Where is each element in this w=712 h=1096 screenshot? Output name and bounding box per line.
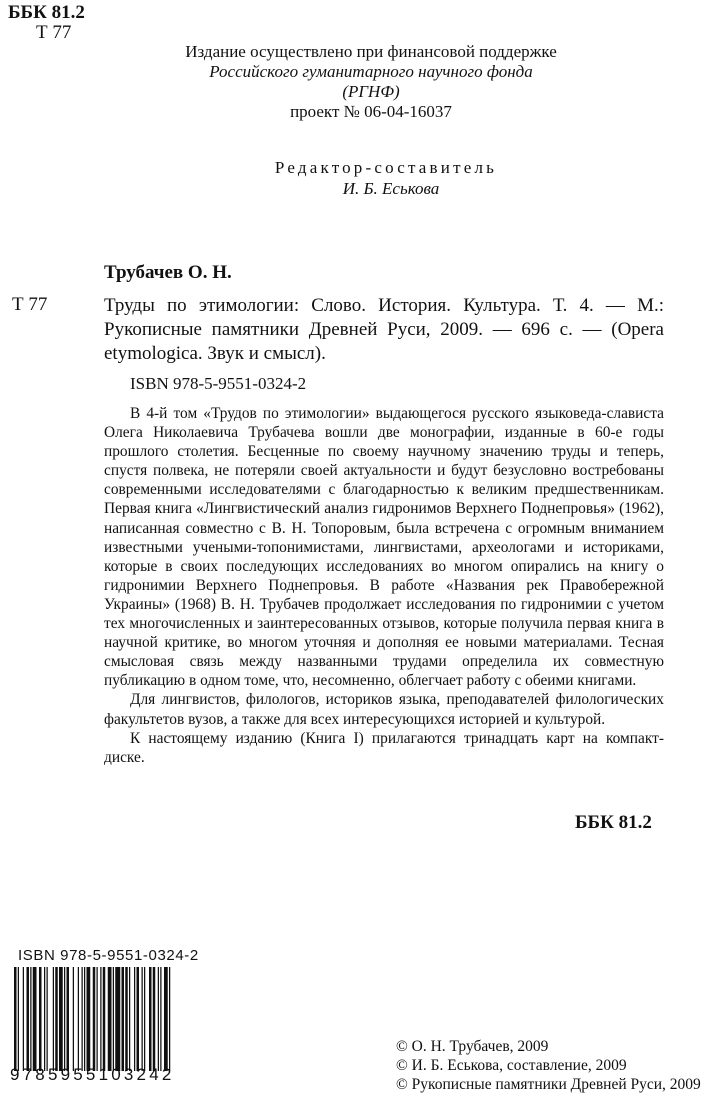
barcode-bar <box>59 967 63 1071</box>
barcode-bar <box>125 967 128 1071</box>
funding-line-4: проект № 06-04-16037 <box>290 102 452 121</box>
isbn-barcode <box>10 947 210 1087</box>
barcode-bar <box>33 967 37 1071</box>
funding-note <box>0 42 712 122</box>
barcode-bar <box>78 967 79 1071</box>
copyright-block <box>396 1037 701 1094</box>
bibliographic-description: Труды по этимологии: Слово. История. Культура. Т. 4. — М.: Рукописные памятники Древней Руси, 2009. — 696 с. — (Opera etymologica. Звук и смысл). <box>104 295 664 364</box>
barcode-bar <box>53 967 54 1071</box>
barcode-bar <box>14 967 17 1071</box>
funding-line-1: Издание осуществлено при финансовой поддержке <box>185 42 557 61</box>
author-mark-left: Т 77 <box>12 294 48 315</box>
barcode-bar <box>158 967 159 1071</box>
barcode-bar <box>153 967 156 1071</box>
annotation-paragraph-2: Для лингвистов, филологов, историков языка, преподавателей филологических факультетов вузов, а также для всех интересующихся историей и культурой. <box>104 691 664 728</box>
annotation-paragraph-3: К настоящему изданию (Книга I) прилагаются тринадцать карт на компакт-диске. <box>104 729 664 766</box>
barcode-bars <box>10 967 210 1073</box>
barcode-bar <box>30 967 31 1071</box>
barcode-bar <box>115 967 120 1071</box>
barcode-bar <box>67 967 70 1071</box>
barcode-digits: 9785955103242 <box>10 1065 175 1084</box>
barcode-bar <box>169 967 170 1071</box>
isbn-line: ISBN 978-5-9551-0324-2 <box>130 374 307 393</box>
barcode-bar <box>134 967 135 1071</box>
barcode-bar <box>142 967 143 1071</box>
barcode-bar <box>122 967 125 1071</box>
editor-block <box>0 157 712 199</box>
barcode-bar <box>103 967 106 1071</box>
barcode-bar <box>97 967 98 1071</box>
author-mark-top: Т 77 <box>36 22 72 43</box>
copyright-line-2: © И. Б. Еськова, составление, 2009 <box>396 1057 627 1074</box>
barcode-bar <box>160 967 161 1071</box>
barcode-bar <box>137 967 140 1071</box>
barcode-bar <box>100 967 101 1071</box>
barcode-isbn-label: ISBN 978-5-9551-0324-2 <box>18 947 199 964</box>
bbk-code-top: ББК 81.2 <box>8 2 85 23</box>
barcode-bar <box>73 967 74 1071</box>
barcode-bar <box>27 967 30 1071</box>
barcode-bar <box>164 967 168 1071</box>
author-heading: Трубачев О. Н. <box>104 262 232 283</box>
funding-line-3: (РГНФ) <box>342 82 400 101</box>
barcode-bar <box>55 967 58 1071</box>
bbk-code-bottom: ББК 81.2 <box>575 812 652 833</box>
barcode-bar <box>47 967 48 1071</box>
barcode-bar <box>144 967 145 1071</box>
barcode-bar <box>149 967 152 1071</box>
barcode-bar <box>23 967 24 1071</box>
barcode-bar <box>18 967 19 1071</box>
barcode-bar <box>129 967 130 1071</box>
editor-role: Редактор-составитель <box>274 158 498 177</box>
barcode-bar <box>84 967 85 1071</box>
barcode-bar <box>113 967 114 1071</box>
funding-line-2: Российского гуманитарного научного фонда <box>209 62 533 81</box>
barcode-bar <box>87 967 91 1071</box>
copyright-line-1: © О. Н. Трубачев, 2009 <box>396 1038 549 1055</box>
copyright-line-3: © Рукописные памятники Древней Руси, 2009 <box>396 1076 701 1093</box>
barcode-bar <box>39 967 42 1071</box>
barcode-bar <box>93 967 96 1071</box>
barcode-bar <box>64 967 65 1071</box>
editor-name: И. Б. Еськова <box>342 179 440 198</box>
annotation-paragraph-1: В 4-й том «Трудов по этимологии» выдающегося русского языковеда-слависта Олега Николаевича Трубачева вошли две монографии, изданные в 60-е годы прошлого столетия. Бесценные по своему научному значению труды и теперь, спустя полвека, не потеряли своей актуальности и будут безусловно востребованы современными исследователями с благодарностью к великим предшественникам. Первая книга «Лингвистический анализ гидронимов Верхнего Поднепровья» (1962), написанная совместно с В. Н. Топоровым, была встречена с огромным вниманием известными учеными-топонимистами, лингвистами, археологами и историками, которые в своих последующих исследованиях во многом опирались на книгу о гидронимии Верхнего Поднепровья. В работе «Названия рек Правобережной Украины» (1968) В. Н. Трубачев продолжает исследования по гидронимии с учетом тех многочисленных и заинтересованных отзывов, которые получила первая книга в научной критике, во многом уточняя и дополняя ее новыми материалами. Тесная смысловая связь между названными трудами определила их совместную публикацию в одном томе, что, несомненно, облегчает работу с обеими книгами. <box>104 405 664 690</box>
barcode-bar <box>108 967 112 1071</box>
barcode-bar <box>82 967 83 1071</box>
annotation <box>104 404 664 767</box>
barcode-bar <box>44 967 45 1071</box>
